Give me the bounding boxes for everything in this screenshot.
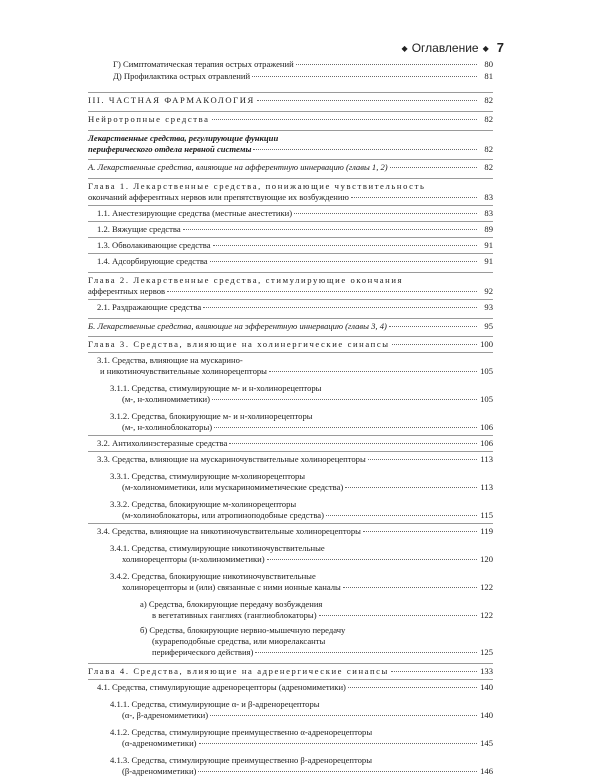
entry-title-line: (β-адреномиметики): [122, 766, 197, 776]
toc-entry: [88, 599, 493, 621]
entry-title-line: окончаний афферентных нервов или препятствующие их возбуждению: [88, 192, 349, 202]
entry-page-number: 122: [480, 610, 493, 620]
dot-leader: [255, 652, 477, 653]
toc-entry: [88, 571, 493, 593]
entry-page-number: 140: [480, 682, 493, 692]
entry-page-number: 89: [484, 224, 493, 234]
toc-entry: [88, 130, 493, 155]
dot-leader: [212, 119, 477, 120]
dot-leader: [252, 76, 477, 77]
dot-leader: [351, 197, 477, 198]
dot-leader: [326, 515, 477, 516]
entry-page-number: 145: [480, 738, 493, 748]
dot-leader: [294, 213, 477, 214]
entry-title-line: Глава 2. Лекарственные средства, стимулирующие окончания: [88, 275, 404, 285]
dot-leader: [389, 326, 477, 327]
entry-page-number: 133: [480, 666, 493, 676]
entry-title-line: 3.1.2. Средства, блокирующие м- и н-холинорецепторы: [110, 411, 313, 421]
entry-title-line: 1.4. Адсорбирующие средства: [97, 256, 208, 266]
entry-page-number: 120: [480, 554, 493, 564]
toc-entry: [88, 336, 493, 350]
entry-page-number: 100: [480, 339, 493, 349]
running-header: [402, 40, 504, 55]
entry-title-line: (м-холиномиметики, или мускариномиметические средства): [122, 482, 344, 492]
entry-title-line: 3.4.1. Средства, стимулирующие никотиночувствительные: [110, 543, 325, 553]
toc-entry: [88, 111, 493, 125]
toc-entry: [88, 159, 493, 173]
diamond-left-icon: ◆: [401, 44, 408, 53]
header-title: Оглавление: [411, 41, 479, 55]
dot-leader: [296, 64, 477, 65]
toc-entry: [88, 471, 493, 493]
table-of-contents: [88, 58, 493, 777]
entry-page-number: 113: [480, 454, 493, 464]
toc-entry: [88, 272, 493, 297]
dot-leader: [199, 743, 477, 744]
entry-page-number: 146: [480, 766, 493, 776]
entry-page-number: 113: [480, 482, 493, 492]
entry-title-line: периферического отдела нервной системы: [88, 144, 252, 154]
entry-page-number: 83: [484, 192, 493, 202]
toc-entry: [88, 679, 493, 693]
entry-title-line: (α-, β-адреномиметики): [122, 710, 209, 720]
entry-title-line: Глава 3. Средства, влияющие на холинергические синапсы: [88, 339, 390, 349]
toc-entry: [88, 523, 493, 537]
toc-entry: [88, 221, 493, 235]
dot-leader: [390, 167, 477, 168]
entry-title-line: в вегетативных ганглиях (ганглиоблокаторы): [152, 610, 317, 620]
dot-leader: [198, 771, 477, 772]
toc-entry: [88, 178, 493, 203]
dot-leader: [343, 587, 477, 588]
entry-title-line: 4.1.3. Средства, стимулирующие преимущественно β-адренорецепторы: [110, 755, 372, 765]
toc-entry: [88, 663, 493, 677]
entry-page-number: 122: [480, 582, 493, 592]
entry-page-number: 106: [480, 422, 493, 432]
dot-leader: [253, 149, 477, 150]
toc-entry: [88, 411, 493, 433]
entry-title-line: 3.3.2. Средства, блокирующие м-холинорецепторы: [110, 499, 297, 509]
entry-title-line: 4.1. Средства, стимулирующие адренорецепторы (адреномиметики): [97, 682, 346, 692]
entry-page-number: 125: [480, 647, 493, 657]
toc-entry: [88, 205, 493, 219]
entry-title-line: 3.2. Антихолинэстеразные средства: [97, 438, 228, 448]
entry-title-line: холинорецепторы и (или) связанные с ними ионные каналы: [122, 582, 341, 592]
entry-title-line: Глава 1. Лекарственные средства, понижающие чувствительность: [88, 181, 426, 191]
entry-page-number: 82: [484, 162, 493, 172]
page-number: 7: [496, 40, 504, 55]
toc-entry: [88, 625, 493, 658]
toc-entry: [88, 71, 493, 82]
entry-page-number: 92: [484, 286, 493, 296]
dot-leader: [167, 291, 477, 292]
entry-title-line: 3.1. Средства, влияющие на мускарино-: [97, 355, 243, 365]
toc-entry: [88, 383, 493, 405]
toc-entry: [88, 352, 493, 377]
toc-entry: [88, 59, 493, 70]
entry-title-line: 3.1.1. Средства, стимулирующие м- и н-холинорецепторы: [110, 383, 322, 393]
entry-title-line: 2.1. Раздражающие средства: [97, 302, 202, 312]
entry-page-number: 83: [484, 208, 493, 218]
dot-leader: [210, 261, 477, 262]
entry-title-line: 3.4.2. Средства, блокирующие никотиночувствительные: [110, 571, 316, 581]
entry-title-line: (м-, н-холиноблокаторы): [122, 422, 213, 432]
entry-title-line: 1.1. Анестезирующие средства (местные анестетики): [97, 208, 293, 218]
dot-leader: [269, 371, 477, 372]
toc-entry: [88, 435, 493, 449]
entry-page-number: 80: [484, 59, 493, 69]
entry-title-line: б) Средства, блокирующие нервно-мышечную передачу: [140, 625, 346, 635]
entry-page-number: 95: [484, 321, 493, 331]
entry-page-number: 119: [480, 526, 493, 536]
dot-leader: [203, 307, 477, 308]
entry-title-line: Глава 4. Средства, влияющие на адренергические синапсы: [88, 666, 389, 676]
entry-title-line: Б. Лекарственные средства, влияющие на эфферентную иннервацию (главы 3, 4): [88, 321, 387, 331]
entry-page-number: 106: [480, 438, 493, 448]
entry-title-line: а) Средства, блокирующие передачу возбуждения: [140, 599, 323, 609]
entry-page-number: 115: [480, 510, 493, 520]
entry-title-line: Нейротропные средства: [88, 114, 210, 124]
toc-entry: [88, 299, 493, 313]
dot-leader: [212, 399, 477, 400]
entry-title-line: 1.2. Вяжущие средства: [97, 224, 181, 234]
toc-entry: [88, 92, 493, 106]
dot-leader: [267, 559, 477, 560]
entry-page-number: 105: [480, 394, 493, 404]
dot-leader: [348, 687, 477, 688]
dot-leader: [214, 427, 477, 428]
toc-entry: [88, 318, 493, 332]
entry-page-number: 93: [484, 302, 493, 312]
entry-title-line: 3.4. Средства, влияющие на никотиночувствительные холинорецепторы: [97, 526, 361, 536]
entry-title-line: 3.3.1. Средства, стимулирующие м-холинорецепторы: [110, 471, 306, 481]
entry-page-number: 105: [480, 366, 493, 376]
entry-title-line: (курареподобные средства, или миорелаксанты: [152, 636, 326, 646]
entry-page-number: 81: [484, 71, 493, 81]
entry-page-number: 82: [484, 144, 493, 154]
dot-leader: [392, 344, 477, 345]
dot-leader: [229, 443, 477, 444]
toc-entry: [88, 727, 493, 749]
toc-entry: [88, 755, 493, 777]
entry-page-number: 91: [484, 256, 493, 266]
entry-title-line: и никотиночувствительные холинорецепторы: [100, 366, 267, 376]
dot-leader: [363, 531, 477, 532]
toc-entry: [88, 451, 493, 465]
entry-title-line: Д) Профилактика острых отравлений: [113, 71, 251, 81]
entry-title-line: периферического действия): [152, 647, 254, 657]
entry-title-line: (α-адреномиметики): [122, 738, 197, 748]
toc-entry: [88, 237, 493, 251]
toc-entry: [88, 699, 493, 721]
entry-page-number: 140: [480, 710, 493, 720]
entry-title-line: афферентных нервов: [88, 286, 166, 296]
toc-entry: [88, 253, 493, 267]
entry-title-line: А. Лекарственные средства, влияющие на афферентную иннервацию (главы 1, 2): [88, 162, 388, 172]
dot-leader: [213, 245, 477, 246]
entry-title-line: 4.1.2. Средства, стимулирующие преимущественно α-адренорецепторы: [110, 727, 373, 737]
dot-leader: [368, 459, 477, 460]
entry-title-line: холинорецепторы (н-холиномиметики): [122, 554, 265, 564]
entry-page-number: 91: [484, 240, 493, 250]
entry-title-line: 1.3. Обволакивающие средства: [97, 240, 211, 250]
entry-title-line: Г) Симптоматическая терапия острых отражений: [113, 59, 294, 69]
entry-title-line: (м-холиноблокаторы, или атропиноподобные средства): [122, 510, 324, 520]
entry-page-number: 82: [484, 95, 493, 105]
toc-entry: [88, 543, 493, 565]
dot-leader: [391, 671, 477, 672]
entry-title-line: (м-, н-холиномиметики): [122, 394, 210, 404]
entry-title-line: 3.3. Средства, влияющие на мускариночувствительные холинорецепторы: [97, 454, 366, 464]
dot-leader: [319, 615, 477, 616]
dot-leader: [183, 229, 477, 230]
entry-page-number: 82: [484, 114, 493, 124]
entry-title-line: 4.1.1. Средства, стимулирующие α- и β-адренорецепторы: [110, 699, 320, 709]
dot-leader: [257, 100, 477, 101]
dot-leader: [210, 715, 477, 716]
entry-title-line: Лекарственные средства, регулирующие функции: [88, 133, 279, 143]
diamond-right-icon: ◆: [482, 44, 489, 53]
dot-leader: [345, 487, 477, 488]
entry-title-line: III. ЧАСТНАЯ ФАРМАКОЛОГИЯ: [88, 95, 255, 105]
toc-entry: [88, 499, 493, 521]
